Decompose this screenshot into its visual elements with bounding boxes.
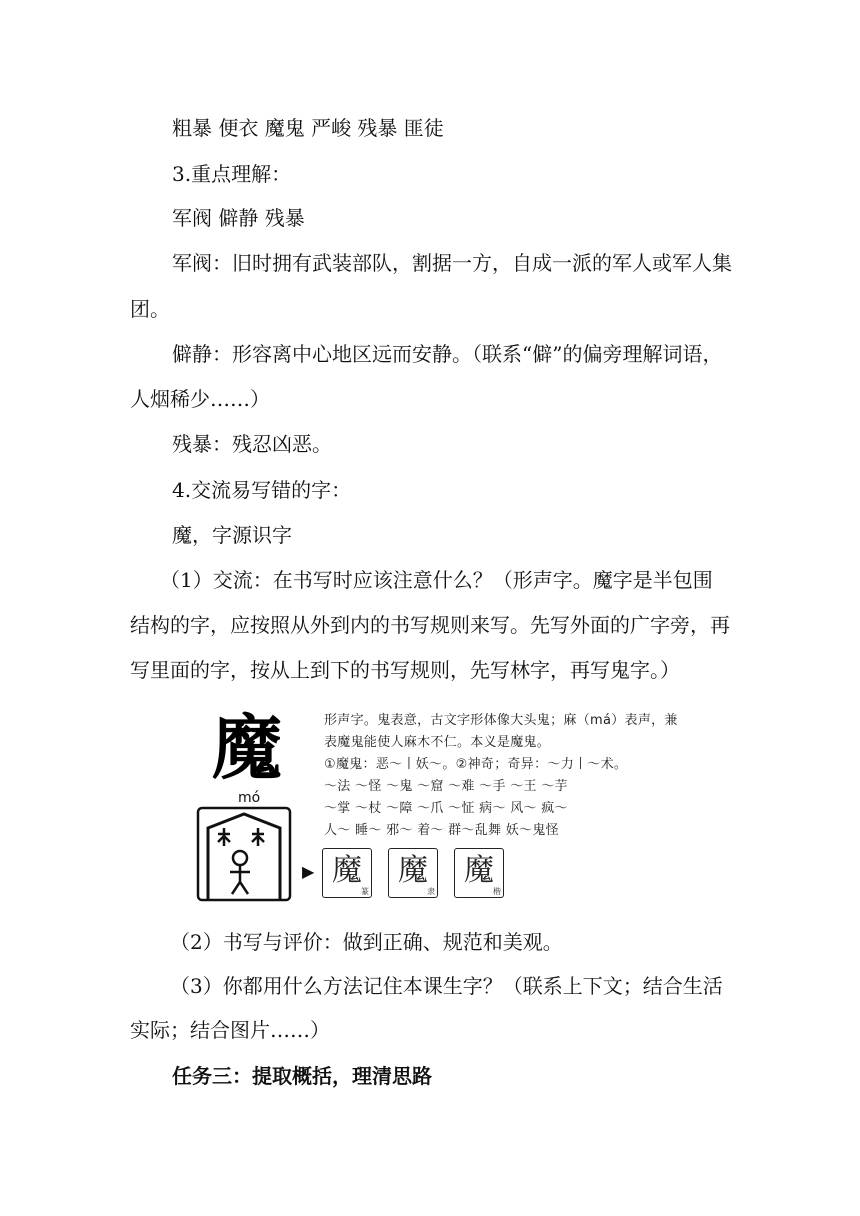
figure-definition-line: ～法 ～怪 ～鬼 ～窟 ～难 ～手 ～王 ～芋: [324, 779, 568, 794]
memory-method-line: （3）你都用什么方法记住本课生字？（联系上下文；结合生活: [170, 974, 723, 998]
script-clerical-char: 魔: [398, 853, 428, 888]
vocab-line: 粗暴 便衣 魔鬼 严峻 残暴 匪徒: [172, 116, 444, 140]
definition-junfa-cont: 团。: [130, 297, 170, 321]
character-source-figure: [192, 706, 736, 904]
script-seal-char: 魔: [332, 853, 362, 888]
script-regular-label: 楷: [493, 887, 501, 896]
key-words-line: 军阀 僻静 残暴: [172, 206, 305, 230]
figure-definition-line: 表魔鬼能使人麻木不仁。本义是魔鬼。: [324, 735, 551, 750]
definition-pijing-cont: 人烟稀少……）: [130, 387, 270, 411]
definition-pijing: 僻静：形容离中心地区远而安静。（联系“僻”的偏旁理解词语，: [172, 342, 723, 366]
discussion-paragraph-cont2: 写里面的字，按从上到下的书写规则，先写林字，再写鬼字。）: [130, 658, 680, 682]
large-character: 魔: [212, 707, 282, 789]
task-three-heading: 任务三：提取概括，理清思路: [172, 1064, 432, 1088]
section-heading-key-words: 3.重点理解：: [172, 162, 292, 186]
section-heading-miswritten: 4.交流易写错的字：: [172, 478, 352, 502]
ancient-glyph-illustration: [196, 806, 292, 902]
definition-junfa: 军阀：旧时拥有武装部队，割据一方，自成一派的军人或军人集: [172, 251, 732, 275]
writing-evaluation-line: （2）书写与评价：做到正确、规范和美观。: [170, 930, 563, 954]
definition-canbao: 残暴：残忍凶恶。: [172, 432, 332, 456]
figure-definition-line: ～掌 ～杖 ～障 ～爪 ～怔 病～ 风～ 疯～: [324, 801, 568, 816]
pinyin-label: mó: [238, 790, 261, 806]
script-regular-box: [454, 848, 504, 898]
script-clerical-label: 隶: [427, 887, 435, 896]
figure-definition-line: 形声字。鬼表意，古文字形体像大头鬼；麻（má）表声，兼: [324, 713, 678, 728]
script-clerical-box: [388, 848, 438, 898]
script-regular-char: 魔: [464, 853, 494, 888]
figure-definition-line: 人～ 睡～ 邪～ 着～ 群～乱舞 妖～鬼怪: [324, 823, 559, 838]
discussion-paragraph: （1）交流：在书写时应该注意什么？（形声字。魔字是半包围: [160, 568, 713, 592]
figure-definition-line: ①魔鬼：恶～丨妖～。②神奇；奇异：～力丨～术。: [324, 757, 628, 772]
script-seal-box: [322, 848, 372, 898]
character-source-line: 魔，字源识字: [172, 523, 292, 547]
discussion-paragraph-cont1: 结构的字，应按照从外到内的书写规则来写。先写外面的广字旁，再: [130, 613, 730, 637]
arrow-icon: ▶: [302, 862, 315, 881]
memory-method-line-cont: 实际；结合图片……）: [130, 1018, 330, 1042]
script-seal-label: 篆: [361, 887, 369, 896]
